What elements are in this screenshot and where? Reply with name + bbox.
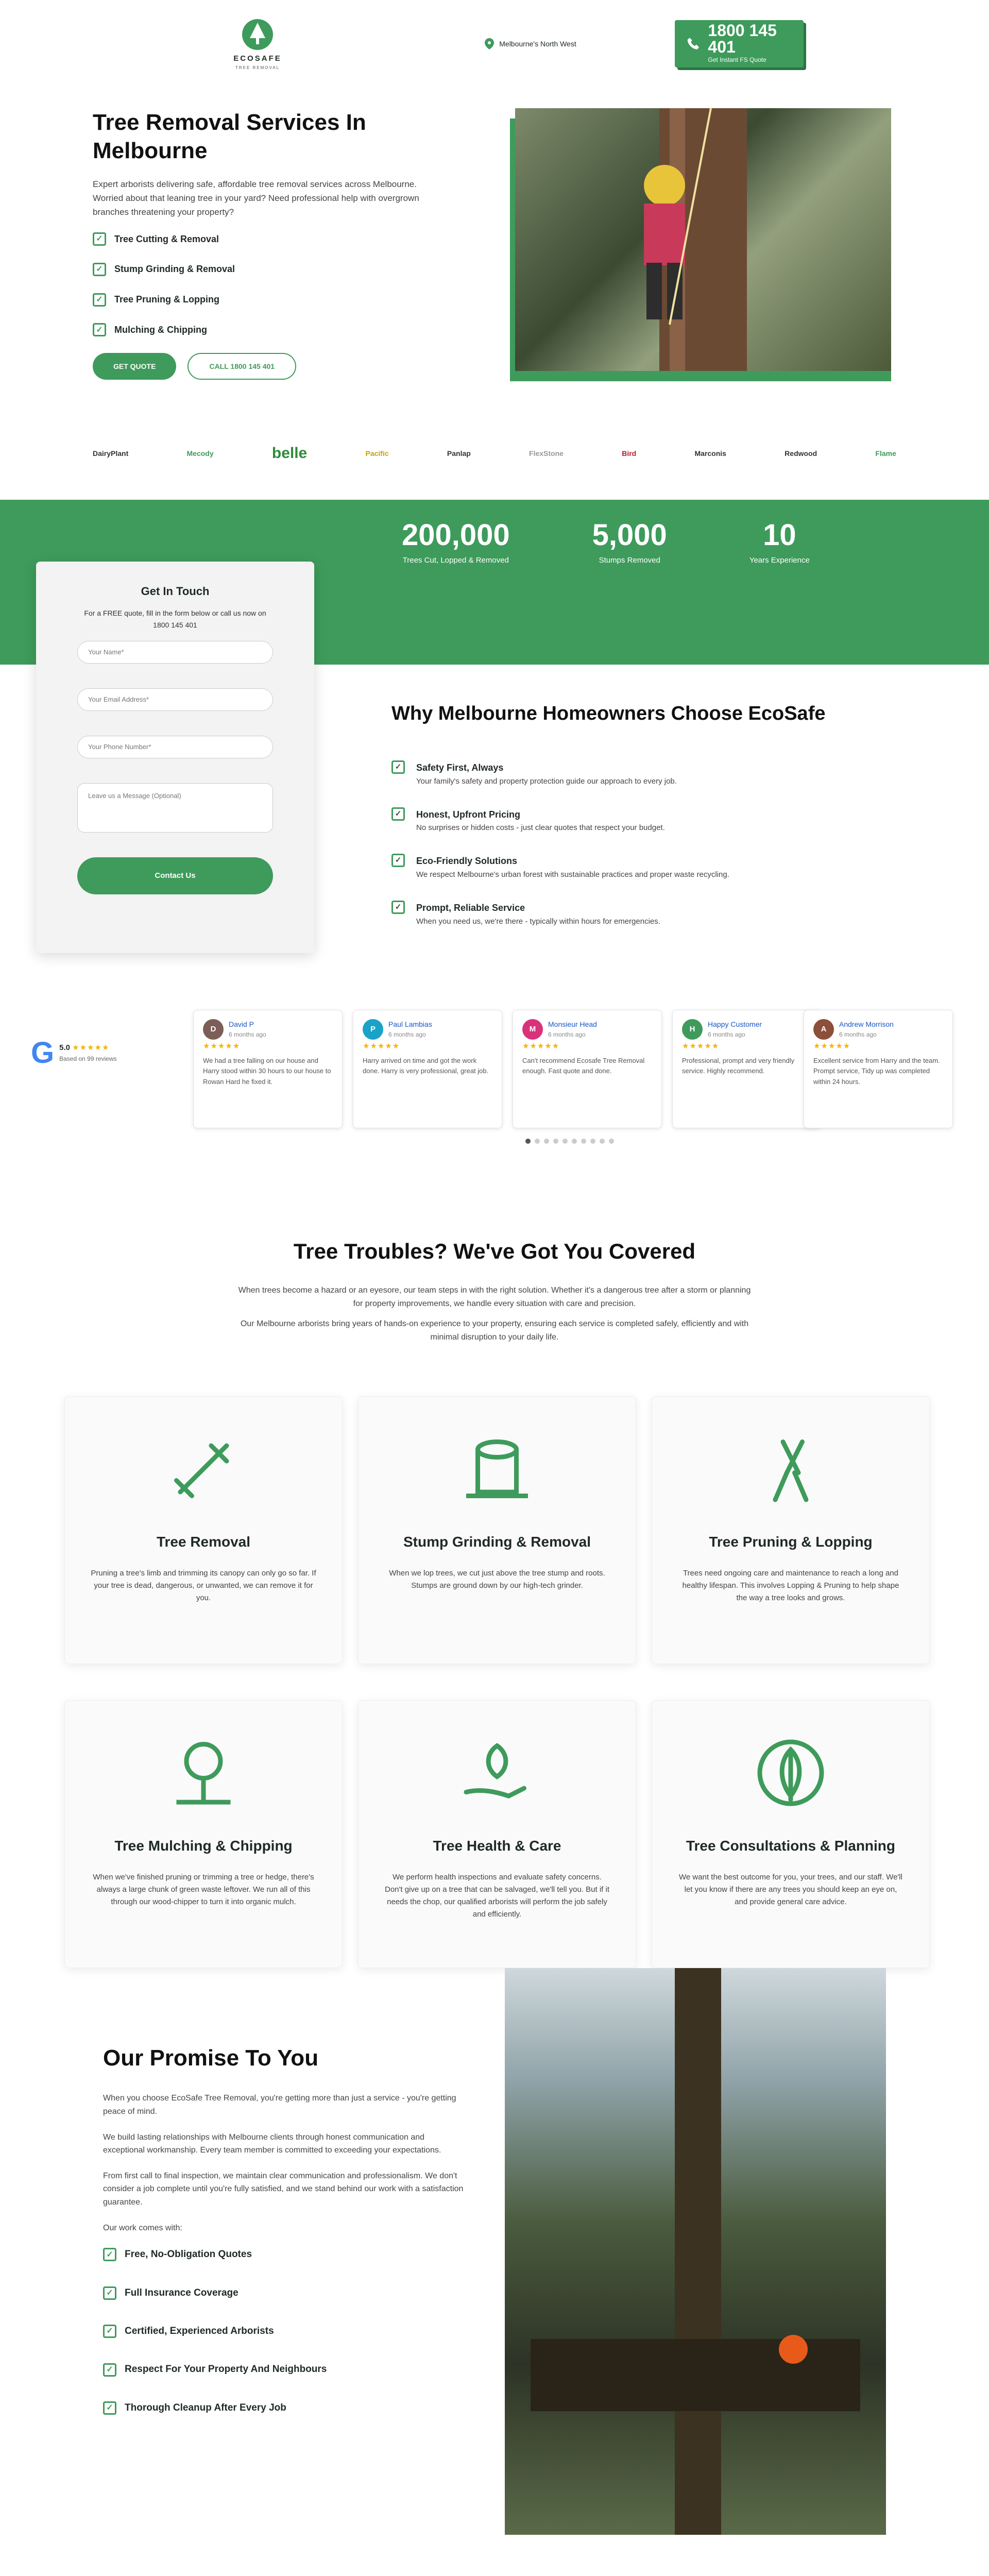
- why-title: Why Melbourne Homeowners Choose EcoSafe: [391, 703, 826, 724]
- brand-name: Mecody: [186, 449, 214, 457]
- review-card: [193, 1010, 343, 1128]
- stat-label: Stumps Removed: [599, 556, 660, 565]
- review-text: We had a tree falling on our house and Harry stood within 30 hours to our house to Rowan Hard he fixed it.: [203, 1056, 331, 1086]
- service-text: Trees need ongoing care and maintenance to reach a long and healthy lifespan. This involves Lopping & Pruning to help shape the way a tree looks and grows.: [682, 1568, 899, 1602]
- promise-text: From first call to final inspection, we maintain clear communication and professionalism. We don't consider a job complete until you're fully satisfied, and we stand behind our work with a satisfaction guarantee.: [103, 2171, 464, 2207]
- list-item: [103, 2362, 464, 2377]
- hero-content: [93, 108, 464, 407]
- stat-label: Trees Cut, Lopped & Removed: [402, 556, 509, 565]
- stars-icon: ★★★★★: [522, 1041, 560, 1050]
- why-item: [391, 807, 896, 835]
- avatar: P: [363, 1019, 383, 1040]
- service-card[interactable]: [64, 1396, 343, 1664]
- check-label: Full Insurance Coverage: [125, 2287, 238, 2298]
- service-title: Tree Health & Care: [433, 1838, 561, 1854]
- rating-text: Based on 99 reviews: [59, 1055, 117, 1063]
- reviewer-name[interactable]: Paul Lambias: [388, 1020, 432, 1028]
- avatar: H: [682, 1019, 703, 1040]
- review-card: [513, 1010, 662, 1128]
- brand-logo: [272, 441, 307, 466]
- brand-logo: [447, 448, 471, 459]
- promise-section: [103, 2040, 464, 2438]
- why-item: [391, 854, 896, 881]
- stat-value: 200,000: [402, 518, 510, 552]
- brand-name: Bird: [622, 449, 637, 457]
- site-header: [0, 0, 989, 88]
- hero-buttons: [93, 353, 464, 380]
- list-item: [93, 292, 464, 307]
- service-title: Stump Grinding & Removal: [403, 1534, 591, 1550]
- why-item-title: Honest, Upfront Pricing: [416, 809, 520, 820]
- brand-name: Marconis: [694, 449, 726, 457]
- check-label: Tree Cutting & Removal: [114, 233, 219, 244]
- stat-value: 10: [763, 518, 796, 552]
- brand-name: Panlap: [447, 449, 471, 457]
- google-rating-badge: [31, 1038, 144, 1068]
- hand-leaf-icon: [458, 1734, 536, 1811]
- list-item: [103, 2285, 464, 2301]
- brand-name: belle: [271, 445, 308, 462]
- check-icon: ✓: [93, 293, 106, 307]
- logo-sub: TREE REMOVAL: [235, 65, 280, 70]
- list-item: [103, 2324, 464, 2339]
- call-now-button[interactable]: CALL 1800 145 401: [187, 353, 296, 380]
- mulch-icon: [165, 1734, 242, 1811]
- stat-label: Years Experience: [749, 556, 810, 565]
- promise-title: Our Promise To You: [103, 2045, 319, 2071]
- stat-stumps: [592, 520, 667, 567]
- review-text: Professional, prompt and very friendly service. Highly recommend.: [682, 1056, 795, 1075]
- check-label: Certified, Experienced Arborists: [125, 2325, 274, 2336]
- check-label: Thorough Cleanup After Every Job: [125, 2402, 286, 2413]
- review-date: 6 months ago: [839, 1031, 877, 1039]
- review-date: 6 months ago: [388, 1031, 426, 1039]
- logo-icon: [240, 16, 276, 53]
- promise-text: We build lasting relationships with Melbourne clients through honest communication and exceptional workmanship. Every team member is committed to exceeding your expectations.: [103, 2132, 441, 2155]
- check-icon: ✓: [103, 2248, 116, 2261]
- review-date: 6 months ago: [229, 1031, 266, 1039]
- promise-checklist: [103, 2247, 464, 2416]
- check-icon: ✓: [391, 807, 405, 821]
- services-intro: [0, 1234, 989, 1351]
- check-icon: ✓: [93, 323, 106, 336]
- services-grid: [64, 1396, 930, 1968]
- services-text: When trees become a hazard or an eyesore, our team steps in with the right solution. Whether it's a dangerous tree after a storm or planning for property improvements, we handle every situation with care and precision.: [238, 1286, 751, 1308]
- phone-sub: Get Instant FS Quote: [708, 56, 766, 64]
- check-icon: ✓: [103, 2401, 116, 2415]
- stars-icon: ★★★★★: [363, 1041, 400, 1050]
- check-label: Mulching & Chipping: [114, 324, 207, 335]
- check-icon: ✓: [103, 2325, 116, 2338]
- services-text: Our Melbourne arborists bring years of hands-on experience to your property, ensuring each service is completed safely, efficiently and with minimal disruption to your daily life.: [240, 1319, 749, 1342]
- avatar: A: [813, 1019, 834, 1040]
- stars-icon: ★★★★★: [682, 1041, 720, 1050]
- stars-icon: ★★★★★: [203, 1041, 241, 1050]
- get-quote-button[interactable]: GET QUOTE: [93, 353, 176, 380]
- pruners-icon: [752, 1430, 829, 1507]
- location: [485, 38, 576, 49]
- service-card[interactable]: [358, 1396, 636, 1664]
- brand-name: FlexStone: [529, 449, 564, 457]
- reviewer-name[interactable]: Andrew Morrison: [839, 1020, 894, 1028]
- why-item-title: Prompt, Reliable Service: [416, 903, 525, 913]
- phone-field[interactable]: Your Phone Number*: [77, 736, 273, 758]
- check-label: Tree Pruning & Lopping: [114, 294, 219, 305]
- brand-name: DairyPlant: [93, 449, 129, 457]
- check-icon: ✓: [391, 760, 405, 774]
- why-item: [391, 901, 896, 928]
- why-item-text: We respect Melbourne's urban forest with sustainable practices and proper waste recycling.: [416, 870, 729, 879]
- check-icon: ✓: [103, 2286, 116, 2300]
- hero-checklist: [93, 232, 464, 337]
- brand-logo: [694, 448, 726, 459]
- service-text: When we've finished pruning or trimming a tree or hedge, there's always a large chunk of green waste leftover. We run all of this through our wood-chipper to turn it into organic mulch.: [93, 1872, 314, 1906]
- hero-image: [515, 108, 896, 376]
- service-card[interactable]: [358, 1700, 636, 1968]
- arborist-illustration: [515, 108, 891, 371]
- review-text: Excellent service from Harry and the team. Prompt service, Tidy up was completed within 24 hours.: [813, 1056, 940, 1086]
- logo[interactable]: [211, 16, 304, 72]
- service-title: Tree Mulching & Chipping: [114, 1838, 293, 1854]
- check-icon: ✓: [103, 2363, 116, 2377]
- services-title: Tree Troubles? We've Got You Covered: [293, 1239, 696, 1263]
- chainsaw-icon: [165, 1430, 242, 1507]
- reviewer-name[interactable]: Monsieur Head: [548, 1020, 597, 1028]
- service-text: When we lop trees, we cut just above the tree stump and roots. Stumps are ground down by our high-tech grinder.: [389, 1568, 605, 1590]
- name-field[interactable]: Your Name*: [77, 641, 273, 664]
- stats: [402, 520, 810, 567]
- brand-logo: [529, 448, 564, 459]
- service-title: Tree Consultations & Planning: [686, 1838, 896, 1854]
- logo-name: ECOSAFE: [233, 54, 282, 63]
- why-item-text: Your family's safety and property protection guide our approach to every job.: [416, 776, 677, 786]
- why-item-title: Eco-Friendly Solutions: [416, 856, 518, 867]
- service-card[interactable]: [652, 1700, 930, 1968]
- avatar: M: [522, 1019, 543, 1040]
- carousel-dots[interactable]: [525, 1139, 614, 1144]
- message-field[interactable]: Leave us a Message (Optional): [77, 783, 273, 833]
- google-icon: G: [31, 1036, 55, 1070]
- arborist-climbing-photo: [515, 108, 891, 371]
- contact-submit-button[interactable]: Contact Us: [77, 857, 273, 894]
- reviewer-name[interactable]: Happy Customer: [708, 1020, 762, 1028]
- hero: [0, 88, 989, 407]
- check-label: Stump Grinding & Removal: [114, 264, 235, 275]
- review-card: [672, 1010, 822, 1128]
- stat-trees: [402, 520, 510, 567]
- brand-logo: [875, 448, 896, 459]
- brand-logo: [93, 448, 128, 459]
- stat-value: 5,000: [592, 518, 667, 552]
- promise-text: When you choose EcoSafe Tree Removal, you're getting more than just a service - you're getting peace of mind.: [103, 2094, 456, 2116]
- hero-title: Tree Removal Services In Melbourne: [93, 110, 366, 163]
- reviewer-name[interactable]: David P: [229, 1020, 254, 1028]
- form-title: Get In Touch: [141, 585, 210, 598]
- avatar: D: [203, 1019, 224, 1040]
- review-date: 6 months ago: [548, 1031, 586, 1039]
- stat-years: [749, 520, 810, 567]
- check-icon: ✓: [391, 854, 405, 867]
- brand-name: Redwood: [785, 449, 817, 457]
- service-text: We perform health inspections and evaluate safety concerns. Don't give up on a tree that can be salvaged, we'll tell you. But if it needs the chop, our qualified arborists will perform the job safely and efficiently.: [385, 1872, 609, 1919]
- brand-logo: [785, 448, 817, 459]
- brand-logos: [0, 407, 989, 500]
- location-pin-icon: [485, 38, 494, 49]
- review-date: 6 months ago: [708, 1031, 745, 1039]
- check-label: Respect For Your Property And Neighbours: [125, 2364, 327, 2375]
- brand-name: Pacific: [365, 449, 389, 457]
- brand-logo: [187, 448, 214, 459]
- service-title: Tree Pruning & Lopping: [709, 1534, 873, 1550]
- list-item: [93, 232, 464, 247]
- check-icon: ✓: [93, 232, 106, 246]
- brand-name: Flame: [875, 449, 896, 457]
- check-icon: ✓: [93, 263, 106, 276]
- service-text: We want the best outcome for you, your trees, and our staff. We'll let you know if there are any trees you should keep an eye on, and provide general care advice.: [679, 1872, 902, 1906]
- service-card[interactable]: [64, 1700, 343, 1968]
- stars-icon: ★★★★★: [813, 1041, 851, 1050]
- service-title: Tree Removal: [156, 1534, 251, 1550]
- hero-text: Expert arborists delivering safe, affordable tree removal services across Melbourne. Worried about that leaning tree in your yard? Need professional help with overgrown branches threatening your property?: [93, 179, 419, 217]
- felled-tree-illustration: [505, 1968, 886, 2535]
- list-item: [93, 323, 464, 337]
- check-label: Free, No-Obligation Quotes: [125, 2249, 252, 2260]
- leaf-icon: [752, 1734, 829, 1811]
- check-icon: ✓: [391, 901, 405, 914]
- review-text: Can't recommend Ecosafe Tree Removal enough. Fast quote and done.: [522, 1056, 645, 1075]
- list-item: [103, 2247, 464, 2262]
- stars-icon: ★★★★★: [72, 1043, 110, 1053]
- stump-icon: [458, 1430, 536, 1507]
- promise-text: Our work comes with:: [103, 2223, 182, 2232]
- service-text: Pruning a tree's limb and trimming its canopy can only go so far. If your tree is dead, dangerous, or unwanted, we can remove it for you.: [91, 1568, 316, 1602]
- list-item: [93, 262, 464, 277]
- why-choose-section: [391, 698, 896, 947]
- why-item: [391, 760, 896, 788]
- review-card: [353, 1010, 502, 1128]
- call-button[interactable]: [675, 20, 804, 67]
- brand-logo: [366, 448, 389, 459]
- phone-number: 1800 145 401: [708, 21, 777, 57]
- why-item-text: No surprises or hidden costs - just clear quotes that respect your budget.: [416, 823, 665, 833]
- why-item-text: When you need us, we're there - typically within hours for emergencies.: [416, 917, 660, 926]
- service-card[interactable]: [652, 1396, 930, 1664]
- felled-tree-photo: [505, 1968, 886, 2535]
- review-card: [804, 1010, 953, 1128]
- form-sub: For a FREE quote, fill in the form below or call us now on 1800 145 401: [84, 609, 266, 629]
- brand-logo: [622, 448, 636, 459]
- list-item: [103, 2400, 464, 2416]
- rating-value: 5.0: [59, 1043, 70, 1053]
- contact-form-card: [36, 562, 314, 953]
- review-text: Harry arrived on time and got the work done. Harry is very professional, great job.: [363, 1056, 489, 1075]
- location-label: Melbourne's North West: [499, 39, 576, 48]
- reviews-carousel: [31, 1010, 968, 1133]
- email-field[interactable]: Your Email Address*: [77, 688, 273, 711]
- why-item-title: Safety First, Always: [416, 762, 504, 773]
- phone-icon: [686, 35, 701, 53]
